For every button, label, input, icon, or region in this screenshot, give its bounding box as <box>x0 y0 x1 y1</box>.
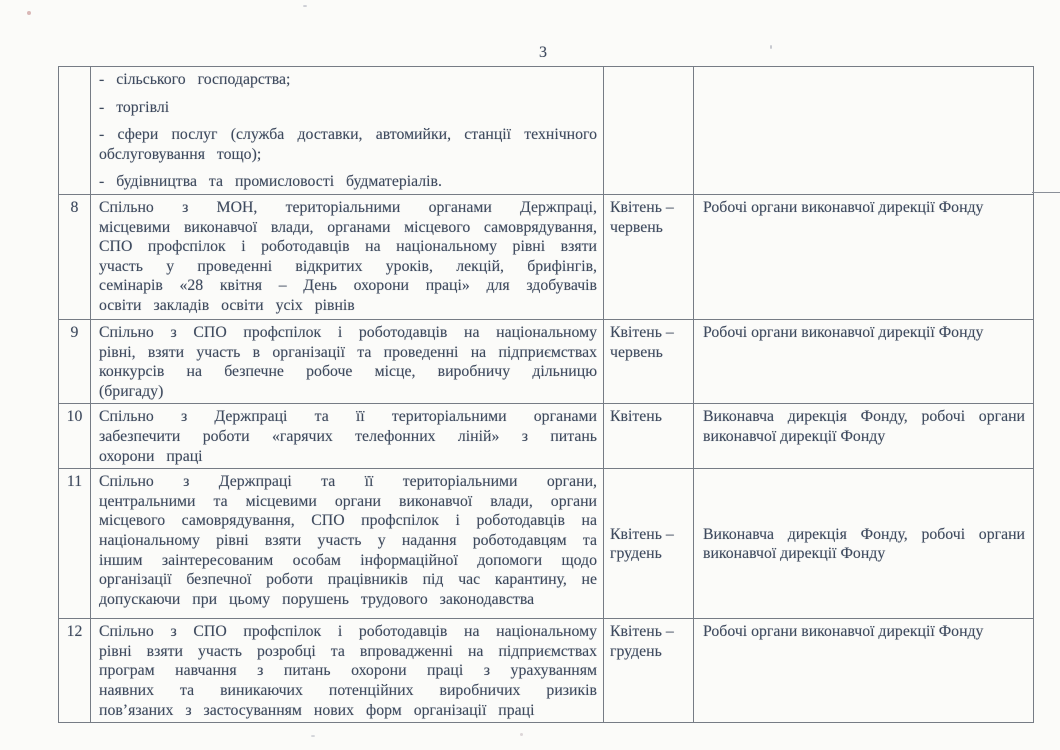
activity-cell: Спільно з МОН, територіальними органами Держпраці, місцевими виконавчої влади, органами місцевого самоврядування, СПО профспілок і роботодавців на національному рівні взяти участь у проведенні відкритих уроків, лекцій, брифінгів, семінарів «28 квітня – День охорони праці» для здобувачів освіти закладів освіти усіх рівнів <box>91 194 604 319</box>
table-row-10 <box>59 404 1034 469</box>
row-number-cell: 8 <box>59 194 91 319</box>
table-row-12 <box>59 619 1034 723</box>
table-row-9 <box>59 319 1034 403</box>
row-number-cell: 10 <box>59 404 91 469</box>
table-row-11 <box>59 469 1034 619</box>
table-row-8 <box>59 194 1034 319</box>
scan-speck <box>520 733 523 736</box>
scan-speck <box>27 11 31 15</box>
period-cell: Квітень – червень <box>604 194 694 319</box>
scan-speck <box>770 45 772 49</box>
period-cell: Квітень <box>604 404 694 469</box>
responsible-cell: Робочі органи виконавчої дирекції Фонду <box>694 319 1034 403</box>
responsible-cell: Робочі органи виконавчої дирекції Фонду <box>694 194 1034 319</box>
responsible-cell: Виконавча дирекція Фонду, робочі органи виконавчої дирекції Фонду <box>694 469 1034 619</box>
scan-speck <box>311 735 315 737</box>
page-number: 3 <box>539 44 547 61</box>
row-number-cell: 11 <box>59 469 91 619</box>
work-plan-table <box>58 66 1034 723</box>
responsible-cell <box>694 67 1034 195</box>
work-plan-table-body <box>59 67 1034 723</box>
row-number-cell: 12 <box>59 619 91 723</box>
row-number-cell <box>59 67 91 195</box>
period-cell: Квітень – грудень <box>604 619 694 723</box>
scan-line-artifact <box>1032 192 1060 193</box>
row-number-cell: 9 <box>59 319 91 403</box>
activity-cell: Спільно з СПО профспілок і роботодавців на національному рівні взяти участь розробці та впровадженні на підприємствах програм навчання з питань охорони праці з урахуванням наявних та виникаючих потенційних виробничих ризиків пов’язаних з застосуванням нових форм організації праці <box>91 619 604 723</box>
activity-cell: Спільно з СПО профспілок і роботодавців на національному рівні, взяти участь в організації та проведенні на підприємствах конкурсів на безпечне робоче місце, виробничу дільницю (бригаду) <box>91 319 604 403</box>
activity-list-item: - сфери послуг (служба доставки, автомийки, станції технічного обслуговування тощо); <box>99 126 597 163</box>
activity-list-item: - торгівлі <box>99 98 170 116</box>
period-cell: Квітень – грудень <box>604 469 694 619</box>
activity-list-item: - будівництва та промисловості будматеріалів. <box>99 173 442 191</box>
period-cell <box>604 67 694 195</box>
responsible-cell: Виконавча дирекція Фонду, робочі органи виконавчої дирекції Фонду <box>694 404 1034 469</box>
responsible-cell: Робочі органи виконавчої дирекції Фонду <box>694 619 1034 723</box>
activity-list-item: - сільського господарства; <box>99 71 291 88</box>
table-row-continuation <box>59 67 1034 195</box>
activity-cell <box>91 67 604 195</box>
activity-cell: Спільно з Держпраці та її територіальними органи, центральними та місцевими органи виконавчої влади, органи місцевого самоврядування, СПО профспілок і роботодавців на національному рівні взяти участь у надання роботодавцям та іншим заінтересованим особам інформаційної допомоги щодо організації безпечної роботи працівників під час карантину, не допускаючи при цьому порушень трудового законодавства <box>91 469 604 619</box>
period-cell: Квітень – червень <box>604 319 694 403</box>
activity-cell: Спільно з Держпраці та її територіальними органами забезпечити роботи «гарячих телефонних ліній» з питань охорони праці <box>91 404 604 469</box>
scan-speck <box>303 5 307 7</box>
